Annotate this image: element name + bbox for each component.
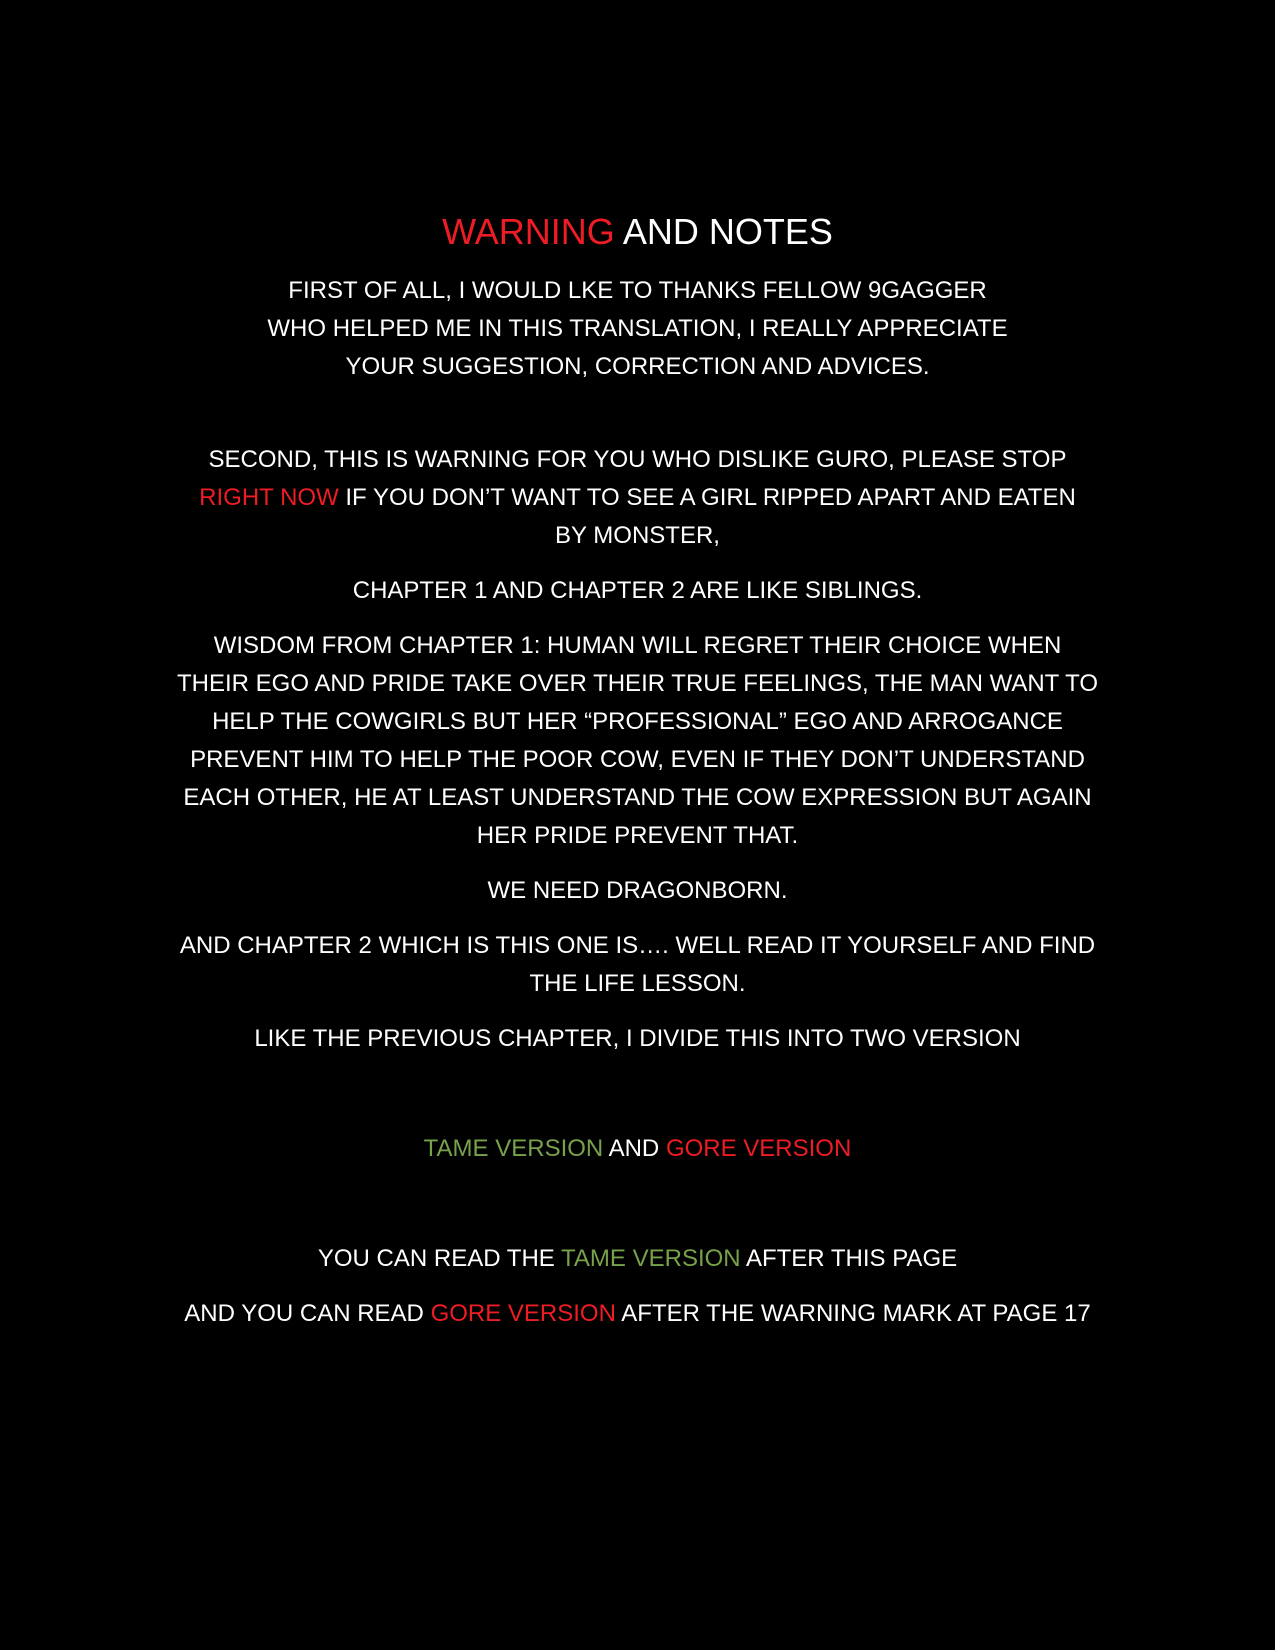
title-rest: AND NOTES [622,211,833,252]
notes-page [160,208,1115,1350]
gore-version-label: GORE VERSION [665,1135,852,1162]
wisdom-line-1: WISDOM FROM CHAPTER 1: HUMAN WILL REGRET THEIR CHOICE WHEN [213,632,1062,659]
warning-line-3: BY MONSTER, [555,522,720,549]
warning-line-1: SECOND, THIS IS WARNING FOR YOU WHO DISLIKE GURO, PLEASE STOP [208,446,1067,473]
right-now-highlight: RIGHT NOW [199,484,339,511]
dragonborn-paragraph: WE NEED DRAGONBORN. [487,877,788,904]
thanks-line-1: FIRST OF ALL, I WOULD LKE TO THANKS FELLOW 9GAGGER [288,277,987,304]
read-gore-highlight: GORE VERSION [430,1300,616,1327]
thanks-line-3: YOUR SUGGESTION, CORRECTION AND ADVICES. [345,353,930,380]
chapter2-paragraph [160,927,1115,1003]
wisdom-line-2: THEIR EGO AND PRIDE TAKE OVER THEIR TRUE FEELINGS, THE MAN WANT TO [176,670,1099,697]
read-gore-after: AFTER THE WARNING MARK AT PAGE 17 [621,1300,1091,1327]
warning-paragraph [160,441,1115,555]
read-tame-paragraph [160,1240,1115,1278]
read-tame-before: YOU CAN READ THE [317,1245,555,1272]
wisdom-line-6: HER PRIDE PREVENT THAT. [476,822,799,849]
previous-chapter-paragraph: LIKE THE PREVIOUS CHAPTER, I DIVIDE THIS INTO TWO VERSION [254,1025,1021,1052]
wisdom-line-4: PREVENT HIM TO HELP THE POOR COW, EVEN IF THEY DON’T UNDERSTAND [190,746,1085,773]
read-gore-paragraph [160,1295,1115,1333]
read-tame-after: AFTER THIS PAGE [745,1245,958,1272]
title-warning-word: WARNING [442,211,615,252]
wisdom-paragraph [160,627,1115,855]
warning-line-2 [160,479,1115,517]
thanks-line-2: WHO HELPED ME IN THIS TRANSLATION, I REALLY APPRECIATE [267,315,1008,342]
chapter2-line-1: AND CHAPTER 2 WHICH IS THIS ONE IS…. WELL READ IT YOURSELF AND FIND [179,932,1096,959]
thanks-paragraph [160,272,1115,386]
wisdom-line-3: HELP THE COWGIRLS BUT HER “PROFESSIONAL” EGO AND ARROGANCE [212,708,1063,735]
versions-paragraph [160,1130,1115,1168]
read-tame-highlight: TAME VERSION [561,1245,741,1272]
warning-line-2-rest: IF YOU DON’T WANT TO SEE A GIRL RIPPED APART AND EATEN [345,484,1076,511]
page-title [160,208,1115,256]
wisdom-line-5: EACH OTHER, HE AT LEAST UNDERSTAND THE COW EXPRESSION BUT AGAIN [183,784,1092,811]
chapter2-line-2: THE LIFE LESSON. [529,970,746,997]
read-gore-before: AND YOU CAN READ [184,1300,424,1327]
versions-and: AND [608,1135,660,1162]
tame-version-label: TAME VERSION [423,1135,604,1162]
siblings-paragraph: CHAPTER 1 AND CHAPTER 2 ARE LIKE SIBLINGS. [352,577,923,604]
